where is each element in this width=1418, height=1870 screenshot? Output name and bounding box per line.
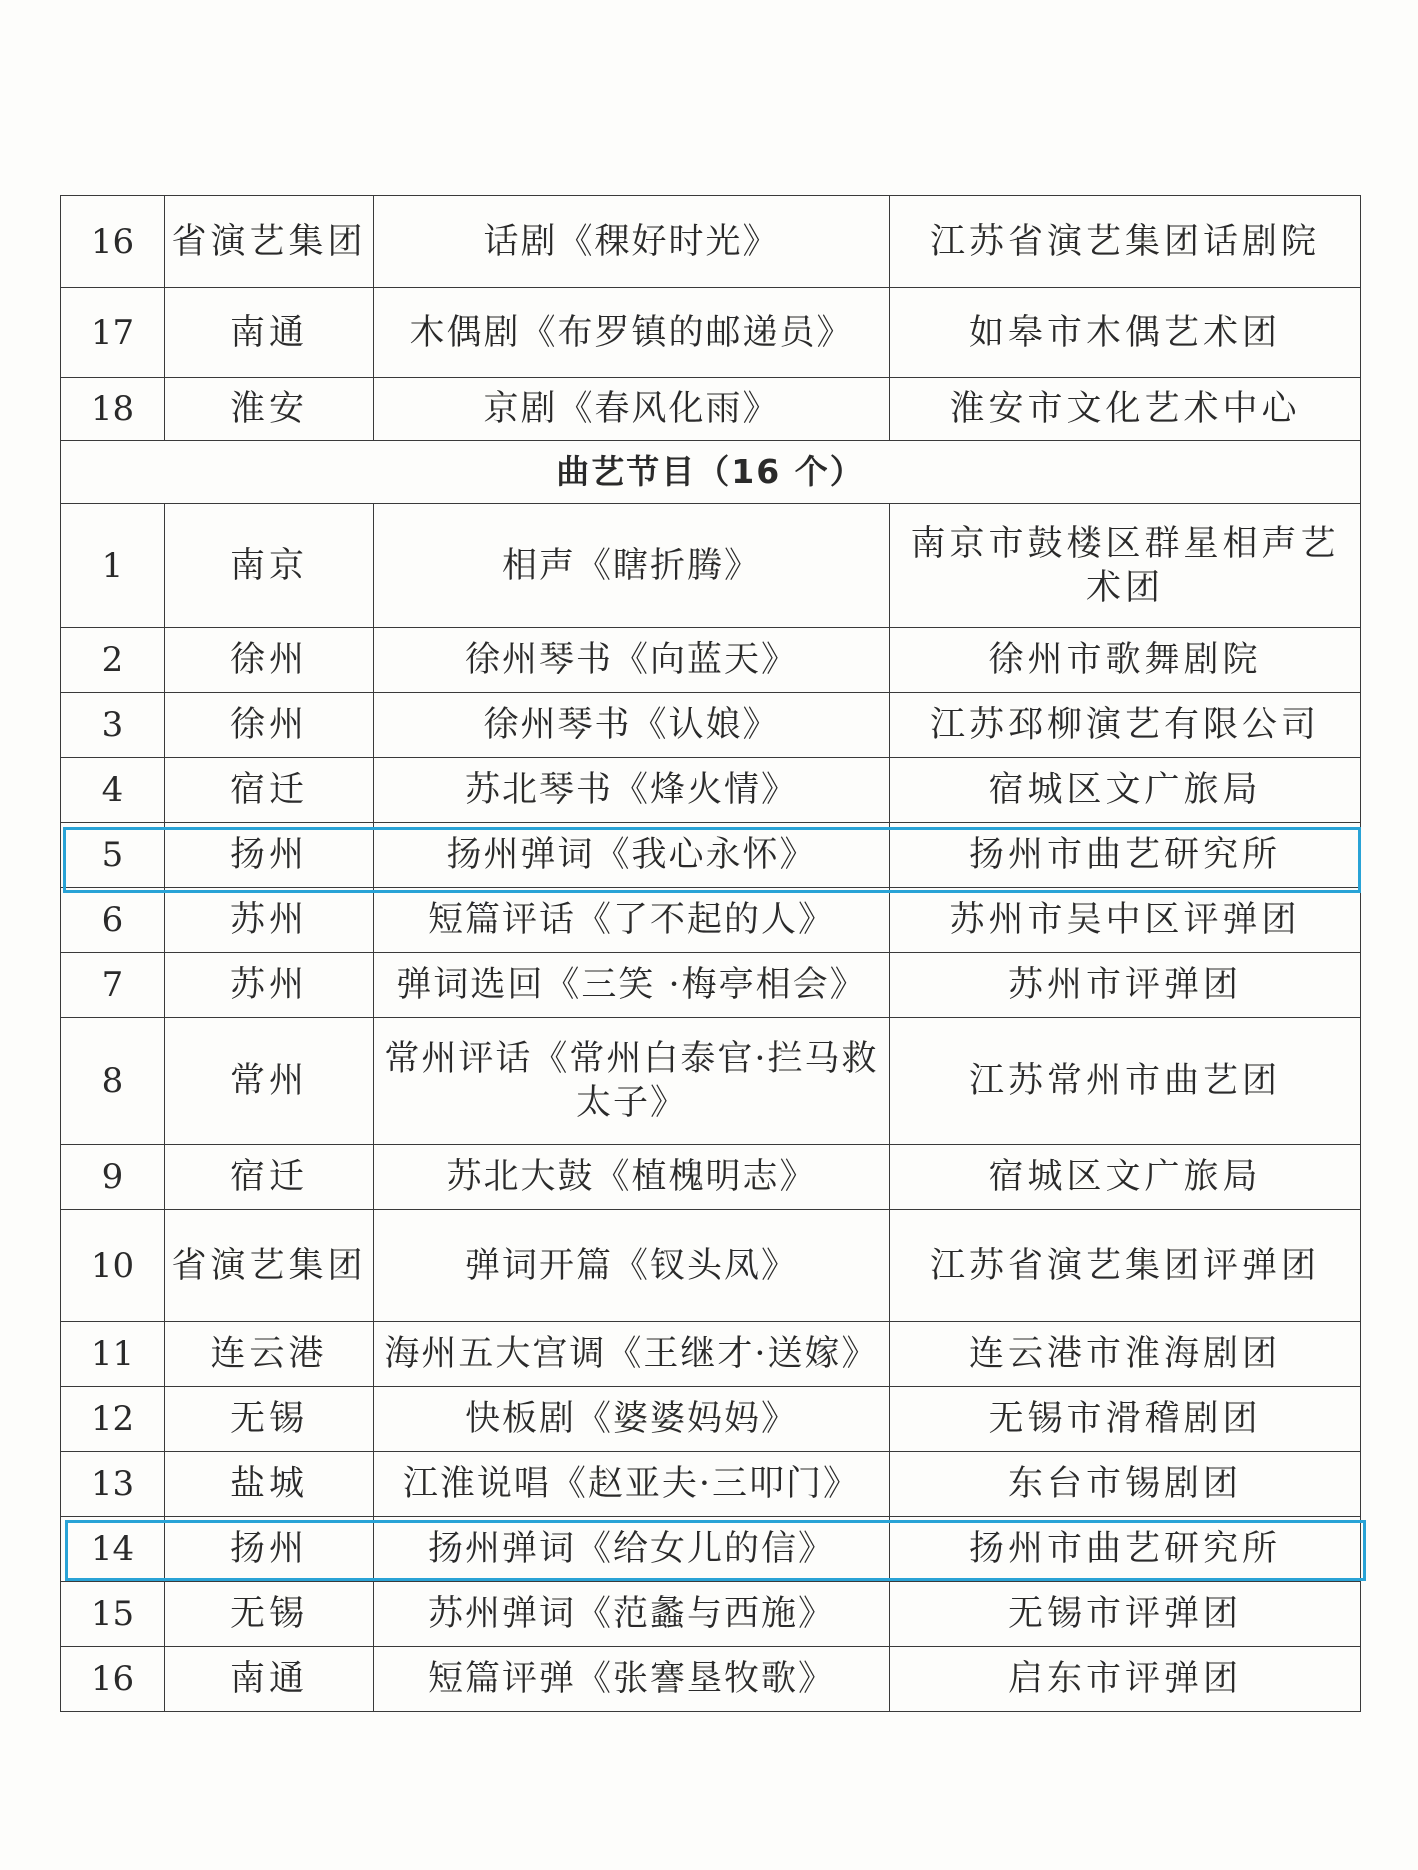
- table-row: [61, 758, 1361, 823]
- table-row: [61, 1452, 1361, 1517]
- table-row: [61, 1322, 1361, 1387]
- region-cell: 南京: [165, 504, 374, 628]
- program-name-cell: 扬州弹词《给女儿的信》: [374, 1517, 890, 1582]
- organization-cell: 连云港市淮海剧团: [890, 1322, 1361, 1387]
- region-cell: 宿迁: [165, 1145, 374, 1210]
- program-name-cell: 扬州弹词《我心永怀》: [374, 823, 890, 888]
- section-header-row: [61, 441, 1361, 504]
- table-body: [61, 196, 1361, 1712]
- organization-cell: 苏州市评弹团: [890, 953, 1361, 1018]
- program-name-cell: 苏北大鼓《植槐明志》: [374, 1145, 890, 1210]
- program-name-cell: 弹词开篇《钗头凤》: [374, 1210, 890, 1322]
- table-row: [61, 953, 1361, 1018]
- region-cell: 无锡: [165, 1582, 374, 1647]
- region-cell: 扬州: [165, 1517, 374, 1582]
- region-cell: 苏州: [165, 953, 374, 1018]
- region-cell: 南通: [165, 288, 374, 378]
- region-cell: 省演艺集团: [165, 196, 374, 288]
- table-row: [61, 378, 1361, 441]
- row-number-cell: 17: [61, 288, 165, 378]
- organization-cell: 徐州市歌舞剧院: [890, 628, 1361, 693]
- program-name-cell: 京剧《春风化雨》: [374, 378, 890, 441]
- organization-cell: 如皋市木偶艺术团: [890, 288, 1361, 378]
- program-name-cell: 快板剧《婆婆妈妈》: [374, 1387, 890, 1452]
- organization-cell: 启东市评弹团: [890, 1647, 1361, 1712]
- program-name-cell: 江淮说唱《赵亚夫·三叩门》: [374, 1452, 890, 1517]
- row-number-cell: 9: [61, 1145, 165, 1210]
- region-cell: 扬州: [165, 823, 374, 888]
- organization-cell: 东台市锡剧团: [890, 1452, 1361, 1517]
- table-row: [61, 1018, 1361, 1145]
- section-title: 曲艺节目（16 个）: [61, 441, 1361, 504]
- row-number-cell: 15: [61, 1582, 165, 1647]
- program-name-cell: 徐州琴书《认娘》: [374, 693, 890, 758]
- program-name-cell: 相声《瞎折腾》: [374, 504, 890, 628]
- table-row: [61, 1387, 1361, 1452]
- row-number-cell: 16: [61, 196, 165, 288]
- row-number-cell: 4: [61, 758, 165, 823]
- region-cell: 淮安: [165, 378, 374, 441]
- organization-cell: 无锡市滑稽剧团: [890, 1387, 1361, 1452]
- program-name-cell: 短篇评话《了不起的人》: [374, 888, 890, 953]
- table-row: [61, 1145, 1361, 1210]
- row-number-cell: 10: [61, 1210, 165, 1322]
- organization-cell: 南京市鼓楼区群星相声艺术团: [890, 504, 1361, 628]
- table-row: [61, 504, 1361, 628]
- row-number-cell: 14: [61, 1517, 165, 1582]
- row-number-cell: 13: [61, 1452, 165, 1517]
- table-row: [61, 1647, 1361, 1712]
- organization-cell: 苏州市吴中区评弹团: [890, 888, 1361, 953]
- program-name-cell: 苏州弹词《范蠡与西施》: [374, 1582, 890, 1647]
- row-number-cell: 16: [61, 1647, 165, 1712]
- program-name-cell: 短篇评弹《张謇垦牧歌》: [374, 1647, 890, 1712]
- program-name-cell: 弹词选回《三笑 ·梅亭相会》: [374, 953, 890, 1018]
- region-cell: 宿迁: [165, 758, 374, 823]
- organization-cell: 江苏邳柳演艺有限公司: [890, 693, 1361, 758]
- table-row: [61, 288, 1361, 378]
- region-cell: 无锡: [165, 1387, 374, 1452]
- region-cell: 南通: [165, 1647, 374, 1712]
- table-row: [61, 823, 1361, 888]
- organization-cell: 宿城区文广旅局: [890, 758, 1361, 823]
- region-cell: 省演艺集团: [165, 1210, 374, 1322]
- region-cell: 连云港: [165, 1322, 374, 1387]
- program-name-cell: 木偶剧《布罗镇的邮递员》: [374, 288, 890, 378]
- table-row: [61, 1582, 1361, 1647]
- row-number-cell: 11: [61, 1322, 165, 1387]
- table-row: [61, 628, 1361, 693]
- row-number-cell: 5: [61, 823, 165, 888]
- table-row: [61, 1210, 1361, 1322]
- program-list-table: [60, 195, 1361, 1712]
- program-name-cell: 海州五大宫调《王继才·送嫁》: [374, 1322, 890, 1387]
- organization-cell: 扬州市曲艺研究所: [890, 823, 1361, 888]
- row-number-cell: 6: [61, 888, 165, 953]
- row-number-cell: 1: [61, 504, 165, 628]
- program-name-cell: 话剧《稞好时光》: [374, 196, 890, 288]
- region-cell: 徐州: [165, 693, 374, 758]
- organization-cell: 无锡市评弹团: [890, 1582, 1361, 1647]
- organization-cell: 宿城区文广旅局: [890, 1145, 1361, 1210]
- organization-cell: 江苏省演艺集团评弹团: [890, 1210, 1361, 1322]
- row-number-cell: 12: [61, 1387, 165, 1452]
- table-row: [61, 196, 1361, 288]
- row-number-cell: 8: [61, 1018, 165, 1145]
- organization-cell: 淮安市文化艺术中心: [890, 378, 1361, 441]
- row-number-cell: 3: [61, 693, 165, 758]
- organization-cell: 扬州市曲艺研究所: [890, 1517, 1361, 1582]
- row-number-cell: 2: [61, 628, 165, 693]
- region-cell: 常州: [165, 1018, 374, 1145]
- region-cell: 徐州: [165, 628, 374, 693]
- table-row: [61, 693, 1361, 758]
- program-name-cell: 苏北琴书《烽火情》: [374, 758, 890, 823]
- region-cell: 盐城: [165, 1452, 374, 1517]
- row-number-cell: 18: [61, 378, 165, 441]
- organization-cell: 江苏省演艺集团话剧院: [890, 196, 1361, 288]
- organization-cell: 江苏常州市曲艺团: [890, 1018, 1361, 1145]
- program-name-cell: 常州评话《常州白泰官·拦马救太子》: [374, 1018, 890, 1145]
- region-cell: 苏州: [165, 888, 374, 953]
- row-number-cell: 7: [61, 953, 165, 1018]
- table-row: [61, 1517, 1361, 1582]
- table-row: [61, 888, 1361, 953]
- program-name-cell: 徐州琴书《向蓝天》: [374, 628, 890, 693]
